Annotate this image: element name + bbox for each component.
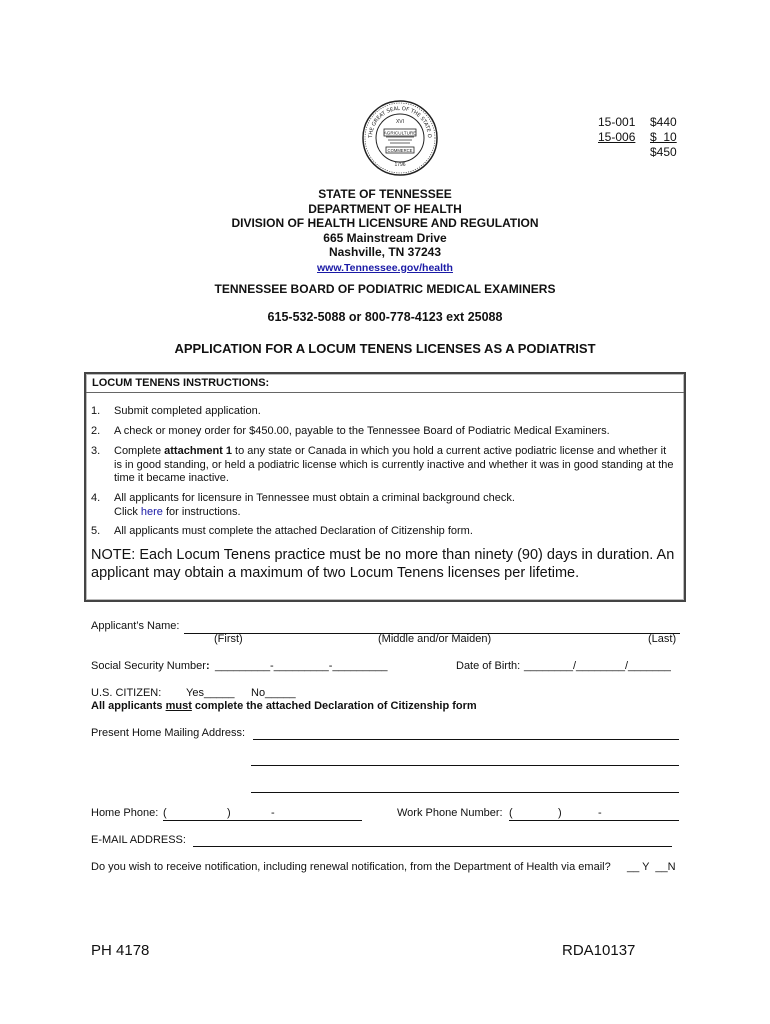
street-address: 665 Mainstream Drive xyxy=(323,230,447,245)
first-name-caption: (First) xyxy=(214,633,243,645)
ssn-label xyxy=(91,660,210,672)
instruction-item xyxy=(91,425,676,439)
item-number: 1. xyxy=(91,405,101,417)
agency-header xyxy=(0,187,770,275)
ssn-colon: : xyxy=(205,660,210,672)
item-text-suffix: for instructions. xyxy=(162,505,241,518)
notification-question: Do you wish to receive notification, including renewal notification, from the Department of Health via email? xyxy=(91,861,611,873)
item-number: 2. xyxy=(91,425,101,437)
item-number: 3. xyxy=(91,445,101,457)
work-phone-dash: - xyxy=(598,807,602,819)
home-phone-field[interactable] xyxy=(163,820,362,821)
home-phone-paren-close: ) xyxy=(227,807,231,819)
application-title: APPLICATION FOR A LOCUM TENENS LICENSES AS A PODIATRIST xyxy=(174,341,596,356)
seal-roman: XVI xyxy=(395,119,405,125)
item-text-pre: Complete xyxy=(114,445,165,457)
citizen-label: U.S. CITIZEN: xyxy=(91,687,162,699)
division-name: DIVISION OF HEALTH LICENSURE AND REGULATION xyxy=(231,216,539,230)
seal-year: 1796 xyxy=(394,162,406,168)
seal-agriculture: AGRICULTURE xyxy=(383,130,417,136)
fee-total-row xyxy=(598,145,690,160)
instruction-item xyxy=(91,525,676,539)
work-phone-label: Work Phone Number: xyxy=(397,807,503,819)
board-phone: 615-532-5088 or 800-778-4123 ext 25088 xyxy=(267,310,503,324)
citizen-no-field[interactable]: No_____ xyxy=(251,687,296,699)
item-text: All applicants must complete the attached Declaration of Citizenship form. xyxy=(114,525,473,537)
work-phone-paren-open: ( xyxy=(509,807,513,819)
item-text xyxy=(114,445,676,486)
city-address: Nashville, TN 37243 xyxy=(328,245,442,259)
form-number: PH 4178 xyxy=(91,942,150,959)
applicant-name-label: Applicant’s Name: xyxy=(91,620,180,632)
instruction-item xyxy=(91,492,676,519)
instruction-item xyxy=(91,405,676,419)
seal-ring-text: THE GREAT SEAL OF THE STATE O xyxy=(367,105,433,139)
email-label: E-MAIL ADDRESS: xyxy=(91,834,186,846)
document-code: RDA10137 xyxy=(562,942,636,959)
divider xyxy=(86,392,684,393)
ssn-field[interactable]: _________-_________-_________ xyxy=(215,660,388,672)
address-label: Present Home Mailing Address: xyxy=(91,727,246,739)
fee-total: $450 xyxy=(650,145,677,159)
website-link[interactable]: www.Tennessee.gov/health xyxy=(317,261,453,274)
notification-options[interactable]: __ Y __N xyxy=(627,861,676,873)
dob-field[interactable]: ________/________/_______ xyxy=(524,660,671,672)
item-text: A check or money order for $450.00, payable to the Tennessee Board of Podiatric Medical Examiners. xyxy=(114,425,610,437)
address-line-1[interactable] xyxy=(253,739,679,740)
home-phone-label: Home Phone: xyxy=(91,807,159,819)
citizenship-note-post: complete the attached Declaration of Citizenship form xyxy=(191,700,477,712)
fee-schedule xyxy=(598,115,690,160)
middle-name-caption: (Middle and/or Maiden) xyxy=(378,633,492,645)
fee-amount: $440 xyxy=(650,115,677,129)
citizen-yes-field[interactable]: Yes_____ xyxy=(186,687,235,699)
citizenship-note-must: must xyxy=(165,700,192,712)
item-text: Submit completed application. xyxy=(114,405,261,417)
state-seal-graphic xyxy=(362,100,438,176)
citizenship-note-pre: All applicants xyxy=(91,700,166,712)
address-line-3[interactable] xyxy=(251,792,679,793)
background-check-link[interactable]: here xyxy=(140,505,163,518)
state-name: STATE OF TENNESSEE xyxy=(318,187,452,201)
instruction-item xyxy=(91,445,676,486)
item-number: 4. xyxy=(91,492,101,504)
item-text-post: to any state or Canada in which you hold a current active podiatric license and whether it is in good standing, or held a podiatric license which is currently inactive and whether it was in good standing at the time it became inactive. xyxy=(114,445,674,484)
fee-code xyxy=(598,145,650,160)
home-phone-paren-open: ( xyxy=(163,807,167,819)
department-name: DEPARTMENT OF HEALTH xyxy=(308,201,462,216)
fee-row xyxy=(598,115,690,130)
fee-code: 15-001 xyxy=(598,115,636,129)
email-field[interactable] xyxy=(193,846,672,847)
home-phone-dash: - xyxy=(271,807,275,819)
seal-commerce: COMMERCE xyxy=(387,147,413,153)
instructions-title: LOCUM TENENS INSTRUCTIONS: xyxy=(92,377,270,389)
item-text-line: All applicants for licensure in Tennessee must obtain a criminal background check. xyxy=(114,492,515,504)
fee-code: 15-006 xyxy=(598,130,636,144)
item-number: 5. xyxy=(91,525,101,537)
instructions-box xyxy=(84,372,686,602)
citizenship-note xyxy=(91,700,477,712)
ssn-label-text: Social Security Number xyxy=(91,660,206,672)
duration-note: NOTE: Each Locum Tenens practice must be no more than ninety (90) days in duration. An applicant may obtain a maximum of two Locum Tenens licenses per lifetime. xyxy=(91,547,675,581)
state-seal xyxy=(362,100,438,176)
fee-amount: $ 10 xyxy=(650,130,677,144)
dob-label: Date of Birth: xyxy=(456,660,521,672)
click-text: Click xyxy=(114,505,141,518)
last-name-caption: (Last) xyxy=(648,633,677,645)
item-text xyxy=(114,492,515,519)
board-name: TENNESSEE BOARD OF PODIATRIC MEDICAL EXAMINERS xyxy=(214,282,556,296)
work-phone-field[interactable] xyxy=(509,820,679,821)
attachment-reference: attachment 1 xyxy=(164,445,232,457)
work-phone-paren-close: ) xyxy=(558,807,562,819)
fee-row xyxy=(598,130,690,145)
address-line-2[interactable] xyxy=(251,765,679,766)
